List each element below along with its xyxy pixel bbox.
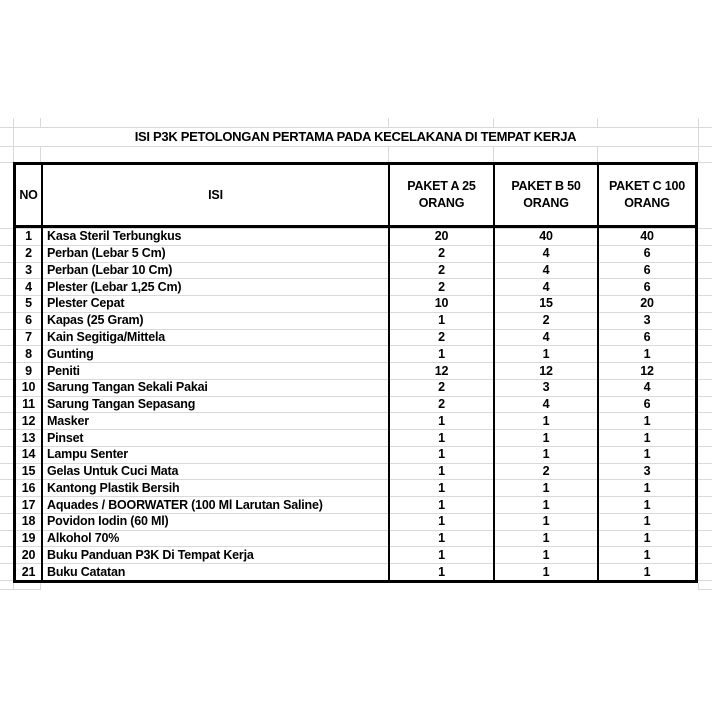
gridline	[698, 118, 699, 127]
row-number-cell: 2	[16, 245, 43, 262]
gridline	[597, 146, 598, 162]
qty-paket-a-cell: 1	[390, 463, 495, 480]
qty-paket-c-cell: 12	[640, 363, 654, 378]
col-header-paket-c	[599, 165, 695, 225]
gridline	[13, 118, 14, 127]
row-number-cell: 21	[16, 563, 43, 580]
qty-paket-a-cell: 20	[390, 228, 495, 245]
qty-paket-c-cell: 1	[643, 547, 651, 562]
gridline	[0, 589, 40, 590]
qty-paket-c-cell: 40	[640, 229, 654, 244]
qty-paket-b-cell: 1	[495, 429, 599, 446]
col-header-paket-c-line1: PAKET C 100	[608, 179, 686, 193]
row-number-cell: 15	[16, 463, 43, 480]
row-number-cell: 19	[16, 530, 43, 547]
col-header-paket-a-line1: PAKET A 25	[407, 179, 476, 193]
gridline	[698, 583, 699, 590]
qty-paket-a-cell: 2	[390, 278, 495, 295]
gridline	[597, 118, 598, 127]
qty-paket-c-cell: 1	[643, 514, 651, 529]
qty-paket-b-cell: 2	[495, 463, 599, 480]
col-header-paket-c-line2: ORANG	[624, 196, 670, 210]
qty-paket-b-cell: 1	[495, 446, 599, 463]
qty-paket-b-cell: 1	[495, 479, 599, 496]
item-name-cell: Gelas Untuk Cuci Mata	[43, 463, 390, 480]
table-row	[16, 329, 695, 346]
qty-paket-b-cell: 4	[495, 278, 599, 295]
gridline	[40, 118, 41, 127]
item-name-cell: Alkohol 70%	[43, 530, 390, 547]
row-number-cell: 10	[16, 379, 43, 396]
qty-paket-a-cell: 2	[390, 396, 495, 413]
qty-paket-c-cell: 6	[643, 329, 651, 344]
qty-paket-b-cell: 40	[495, 228, 599, 245]
qty-paket-b-cell: 1	[495, 563, 599, 580]
col-header-isi-label: ISI	[208, 187, 223, 202]
item-name-cell: Plester (Lebar 1,25 Cm)	[43, 278, 390, 295]
table-row	[16, 379, 695, 396]
col-header-paket-a-line2: ORANG	[418, 196, 465, 210]
gridline	[40, 146, 41, 162]
item-name-cell: Aquades / BOORWATER (100 Ml Larutan Saline)	[43, 496, 390, 513]
qty-paket-b-cell: 12	[495, 362, 599, 379]
row-number-cell: 12	[16, 412, 43, 429]
row-number-cell: 11	[16, 396, 43, 413]
item-name-cell: Kasa Steril Terbungkus	[43, 228, 390, 245]
qty-paket-b-cell: 1	[495, 530, 599, 547]
col-header-paket-b-line2: ORANG	[523, 196, 569, 210]
row-number-cell: 14	[16, 446, 43, 463]
qty-paket-b-cell: 4	[495, 396, 599, 413]
gridline	[493, 146, 494, 162]
qty-paket-b-cell: 1	[495, 513, 599, 530]
qty-paket-c-cell: 1	[643, 564, 651, 579]
col-header-no-label: NO	[19, 187, 38, 202]
row-number-cell: 8	[16, 345, 43, 362]
qty-paket-a-cell: 2	[390, 329, 495, 346]
qty-paket-c-cell: 3	[643, 464, 651, 479]
table-row	[16, 362, 695, 379]
item-name-cell: Povidon Iodin (60 Ml)	[43, 513, 390, 530]
qty-paket-c-cell: 20	[640, 296, 654, 311]
p3k-table	[13, 162, 698, 583]
qty-paket-c-cell: 1	[643, 430, 651, 445]
table-row	[16, 513, 695, 530]
table-row	[16, 530, 695, 547]
qty-paket-b-cell: 3	[495, 379, 599, 396]
gridline	[13, 583, 14, 590]
row-number-cell: 5	[16, 295, 43, 312]
qty-paket-b-cell: 1	[495, 547, 599, 564]
qty-paket-a-cell: 1	[390, 429, 495, 446]
item-name-cell: Perban (Lebar 5 Cm)	[43, 245, 390, 262]
qty-paket-c-cell: 1	[643, 413, 651, 428]
qty-paket-c-cell: 1	[643, 447, 651, 462]
item-name-cell: Buku Panduan P3K Di Tempat Kerja	[43, 547, 390, 564]
qty-paket-a-cell: 1	[390, 479, 495, 496]
item-name-cell: Gunting	[43, 345, 390, 362]
qty-paket-a-cell: 1	[390, 513, 495, 530]
row-number-cell: 1	[16, 228, 43, 245]
qty-paket-a-cell: 2	[390, 262, 495, 279]
table-row	[16, 412, 695, 429]
table-title: ISI P3K PETOLONGAN PERTAMA PADA KECELAKANA DI TEMPAT KERJA	[134, 129, 577, 144]
row-number-cell: 17	[16, 496, 43, 513]
gridline	[0, 146, 712, 147]
qty-paket-a-cell: 1	[390, 345, 495, 362]
table-row	[16, 563, 695, 580]
qty-paket-a-cell: 1	[390, 563, 495, 580]
qty-paket-a-cell: 2	[390, 245, 495, 262]
qty-paket-b-cell: 2	[495, 312, 599, 329]
qty-paket-a-cell: 1	[390, 412, 495, 429]
item-name-cell: Perban (Lebar 10 Cm)	[43, 262, 390, 279]
gridline	[388, 118, 389, 127]
row-number-cell: 7	[16, 329, 43, 346]
qty-paket-c-cell: 6	[643, 262, 651, 277]
qty-paket-c-cell: 1	[643, 480, 651, 495]
qty-paket-c-cell: 6	[643, 397, 651, 412]
row-number-cell: 3	[16, 262, 43, 279]
table-body	[16, 228, 695, 580]
qty-paket-a-cell: 1	[390, 312, 495, 329]
table-row	[16, 479, 695, 496]
qty-paket-b-cell: 15	[495, 295, 599, 312]
table-row	[16, 446, 695, 463]
row-number-cell: 9	[16, 362, 43, 379]
qty-paket-a-cell: 1	[390, 496, 495, 513]
qty-paket-b-cell: 4	[495, 329, 599, 346]
col-header-no	[16, 165, 43, 225]
qty-paket-a-cell: 1	[390, 547, 495, 564]
row-number-cell: 16	[16, 479, 43, 496]
qty-paket-b-cell: 1	[495, 496, 599, 513]
table-row	[16, 463, 695, 480]
row-number-cell: 18	[16, 513, 43, 530]
qty-paket-c-cell: 1	[643, 531, 651, 546]
item-name-cell: Lampu Senter	[43, 446, 390, 463]
qty-paket-a-cell: 1	[390, 530, 495, 547]
qty-paket-a-cell: 2	[390, 379, 495, 396]
col-header-paket-b	[495, 165, 599, 225]
qty-paket-c-cell: 4	[643, 380, 651, 395]
qty-paket-c-cell: 3	[643, 313, 651, 328]
item-name-cell: Pinset	[43, 429, 390, 446]
item-name-cell: Buku Catatan	[43, 563, 390, 580]
table-row	[16, 396, 695, 413]
row-number-cell: 4	[16, 278, 43, 295]
table-row	[16, 547, 695, 564]
qty-paket-b-cell: 1	[495, 412, 599, 429]
table-row	[16, 245, 695, 262]
qty-paket-a-cell: 10	[390, 295, 495, 312]
item-name-cell: Plester Cepat	[43, 295, 390, 312]
table-row	[16, 228, 695, 245]
qty-paket-c-cell: 1	[643, 346, 651, 361]
col-header-paket-a	[390, 165, 495, 225]
item-name-cell: Peniti	[43, 362, 390, 379]
qty-paket-a-cell: 1	[390, 446, 495, 463]
item-name-cell: Kapas (25 Gram)	[43, 312, 390, 329]
qty-paket-b-cell: 1	[495, 345, 599, 362]
col-header-isi	[43, 165, 390, 225]
table-row	[16, 496, 695, 513]
qty-paket-c-cell: 1	[643, 497, 651, 512]
table-header-row	[16, 165, 695, 228]
gridline	[493, 118, 494, 127]
row-number-cell: 13	[16, 429, 43, 446]
row-number-cell: 20	[16, 547, 43, 564]
table-row	[16, 345, 695, 362]
qty-paket-a-cell: 12	[390, 362, 495, 379]
gridline	[698, 589, 712, 590]
row-number-cell: 6	[16, 312, 43, 329]
table-row	[16, 262, 695, 279]
qty-paket-c-cell: 6	[643, 246, 651, 261]
gridline	[388, 146, 389, 162]
gridline	[13, 146, 14, 162]
qty-paket-b-cell: 4	[495, 245, 599, 262]
table-row	[16, 312, 695, 329]
qty-paket-b-cell: 4	[495, 262, 599, 279]
gridline	[40, 583, 41, 590]
table-row	[16, 295, 695, 312]
table-row	[16, 429, 695, 446]
gridline	[698, 146, 699, 162]
item-name-cell: Kantong Plastik Bersih	[43, 479, 390, 496]
gridline	[698, 127, 699, 146]
item-name-cell: Masker	[43, 412, 390, 429]
col-header-paket-b-line1: PAKET B 50	[511, 179, 581, 193]
item-name-cell: Kain Segitiga/Mittela	[43, 329, 390, 346]
item-name-cell: Sarung Tangan Sekali Pakai	[43, 379, 390, 396]
table-row	[16, 278, 695, 295]
item-name-cell: Sarung Tangan Sepasang	[43, 396, 390, 413]
qty-paket-c-cell: 6	[643, 279, 651, 294]
